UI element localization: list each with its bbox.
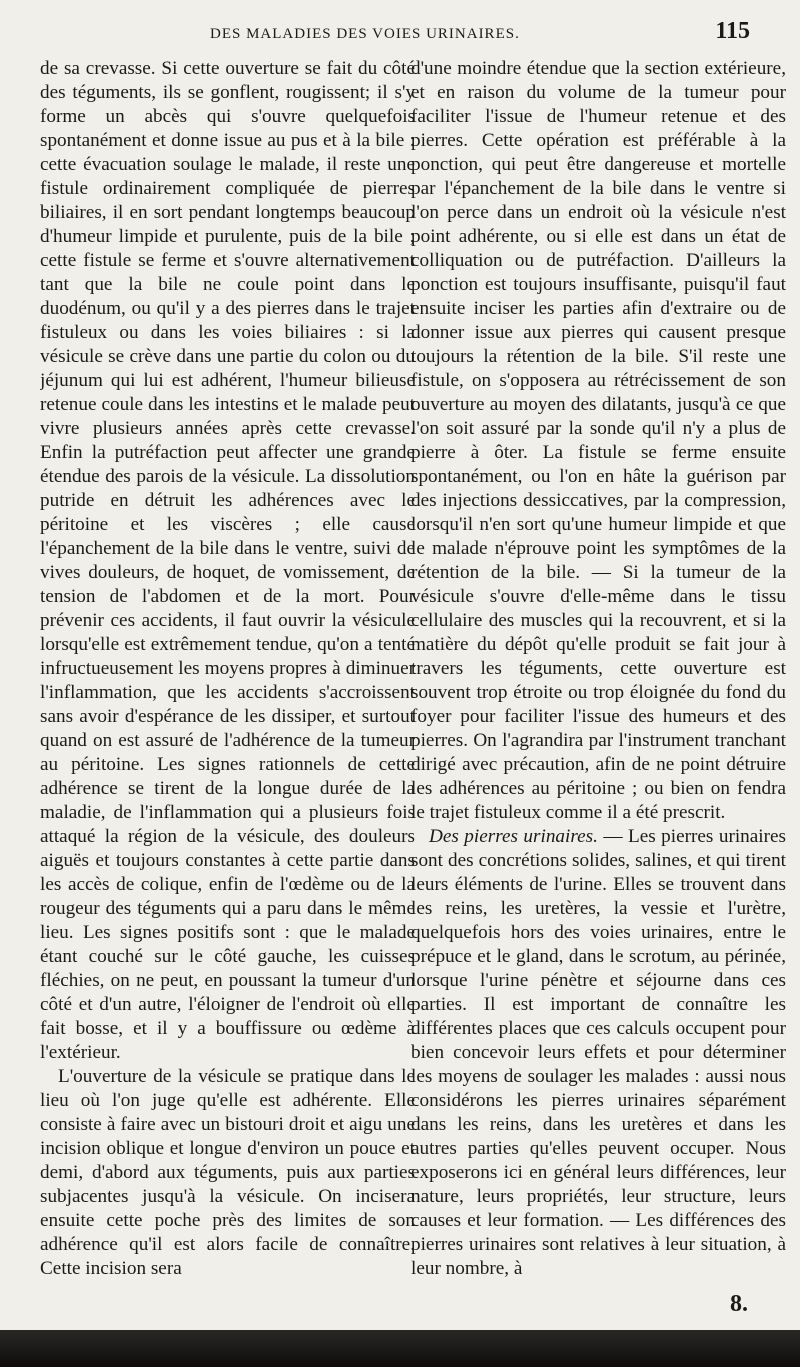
- section-text: — Les pierres urinaires sont des concrétions solides, salines, et qui tirent leurs éléments de l'urine. Elles se trouvent dans les reins, les uretères, la vessie et l'urètre, quelquefois hors des voies urinaires, entre le prépuce et le gland, dans le scrotum, au périnée, lorsque l'urine pénètre et séjourne dans ces parties. Il est important de connaître les différentes places que ces calculs occupent pour bien concevoir leurs effets et pour déterminer les moyens de soulager les malades : aussi nous considérons les pierres urinaires séparément dans les reins, dans les uretères et dans les autres parties qu'elles peuvent occuper. Nous exposerons ici en général leurs différences, leur nature, leurs propriétés, leur structure, leurs causes et leur formation. — Les différences des pierres urinaires sont relatives à leur situation, à leur nombre, à: [411, 826, 786, 1279]
- section-title: Des pierres urinaires.: [429, 826, 598, 847]
- running-title: DES MALADIES DES VOIES URINAIRES.: [210, 26, 520, 42]
- section-paragraph: [411, 825, 786, 1281]
- paragraph: de sa crevasse. Si cette ouverture se fait du côté des téguments, ils se gonflent, rougissent; il s'y forme un abcès qui s'ouvre quelquefois spontanément et donne issue au pus et à la bile : cette évacuation soulage le malade, il reste une fistule ordinairement compliquée de pierres biliaires, il en sort pendant longtemps beaucoup d'humeur limpide et purulente, puis de la bile ; cette fistule se ferme et s'ouvre alternativement tant que la bile ne coule point dans le duodénum, ou qu'il y a des pierres dans le trajet fistuleux ou dans les voies biliaires : si la vésicule se crève dans une partie du colon ou du jéjunum qui lui est adhérent, l'humeur bilieuse retenue coule dans les intestins et le malade peut vivre plusieurs années après cette crevasse. Enfin la putréfaction peut affecter une grande étendue des parois de la vésicule. La dissolution putride en détruit les adhérences avec le péritoine et les viscères ; elle cause l'épanchement de la bile dans le ventre, suivi de vives douleurs, de hoquet, de vomissement, de tension de l'abdomen et de la mort. Pour prévenir ces accidents, il faut ouvrir la vésicule lorsqu'elle est extrêmement tendue, qu'on a tenté infructueusement les moyens propres à diminuer l'inflammation, que les accidents s'accroissent sans avoir d'espérance de les dissiper, et surtout quand on est assuré de l'adhérence de la tumeur au péritoine. Les signes rationnels de cette adhérence se tirent de la longue durée de la maladie, de l'inflammation qui a plusieurs fois attaqué la région de la vésicule, des douleurs aiguës et toujours constantes à cette partie dans les accès de colique, enfin de l'œdème ou de la rougeur des téguments qui a paru dans le même lieu. Les signes positifs sont : que le malade étant couché sur le côté gauche, les cuisses fléchies, on ne peut, en poussant la tumeur d'un côté et d'un autre, l'éloigner de l'endroit où elle fait bosse, et il y a bouffissure ou œdème à l'extérieur.: [40, 58, 415, 1063]
- left-column: [40, 57, 415, 1292]
- scan-bottom-edge: [0, 1330, 800, 1367]
- running-head: [210, 16, 750, 56]
- signature-mark: 8.: [730, 1291, 748, 1317]
- right-column: [411, 57, 786, 1292]
- paragraph: L'ouverture de la vésicule se pratique dans le lieu où l'on juge qu'elle est adhérente. Elle consiste à faire avec un bistouri droit et aigu une incision oblique et longue d'environ un pouce et demi, d'abord aux téguments, puis aux parties subjacentes jusqu'à la vésicule. On incisera ensuite cette poche près des limites de son adhérence qu'il est alors facile de connaître. Cette incision sera: [40, 1066, 415, 1279]
- page-number: 115: [715, 18, 750, 44]
- paragraph: d'une moindre étendue que la section extérieure, et en raison du volume de la tumeur pour faciliter l'issue de l'humeur retenue et des pierres. Cette opération est préférable à la ponction, qui peut être dangereuse et mortelle par l'épanchement de la bile dans le ventre si l'on perce dans un endroit où la vésicule n'est point adhérente, ou si elle est dans un état de colliquation ou de putréfaction. D'ailleurs la ponction est toujours insuffisante, puisqu'il faut ensuite inciser les parties afin d'extraire ou de donner issue aux pierres qui causent presque toujours la rétention de la bile. S'il reste une fistule, on s'opposera au rétrécissement de son ouverture au moyen des dilatants, jusqu'à ce que l'on soit assuré par la sonde qu'il n'y a plus de pierre à ôter. La fistule se ferme ensuite spontanément, ou l'on en hâte la guérison par des injections dessiccatives, par la compression, lorsqu'il n'en sort qu'une humeur limpide et que le malade n'éprouve point les symptômes de la rétention de la bile. — Si la tumeur de la vésicule s'ouvre d'elle-même dans le tissu cellulaire des muscles qui la recouvrent, et si la matière du dépôt qu'elle produit se fait jour à travers les téguments, cette ouverture est souvent trop étroite ou trop éloignée du fond du foyer pour faciliter l'issue des humeurs et des pierres. On l'agrandira par l'instrument tranchant dirigé avec précaution, afin de ne point détruire les adhérences au péritoine ; ou bien on fendra le trajet fistuleux comme il a été prescrit.: [411, 58, 786, 823]
